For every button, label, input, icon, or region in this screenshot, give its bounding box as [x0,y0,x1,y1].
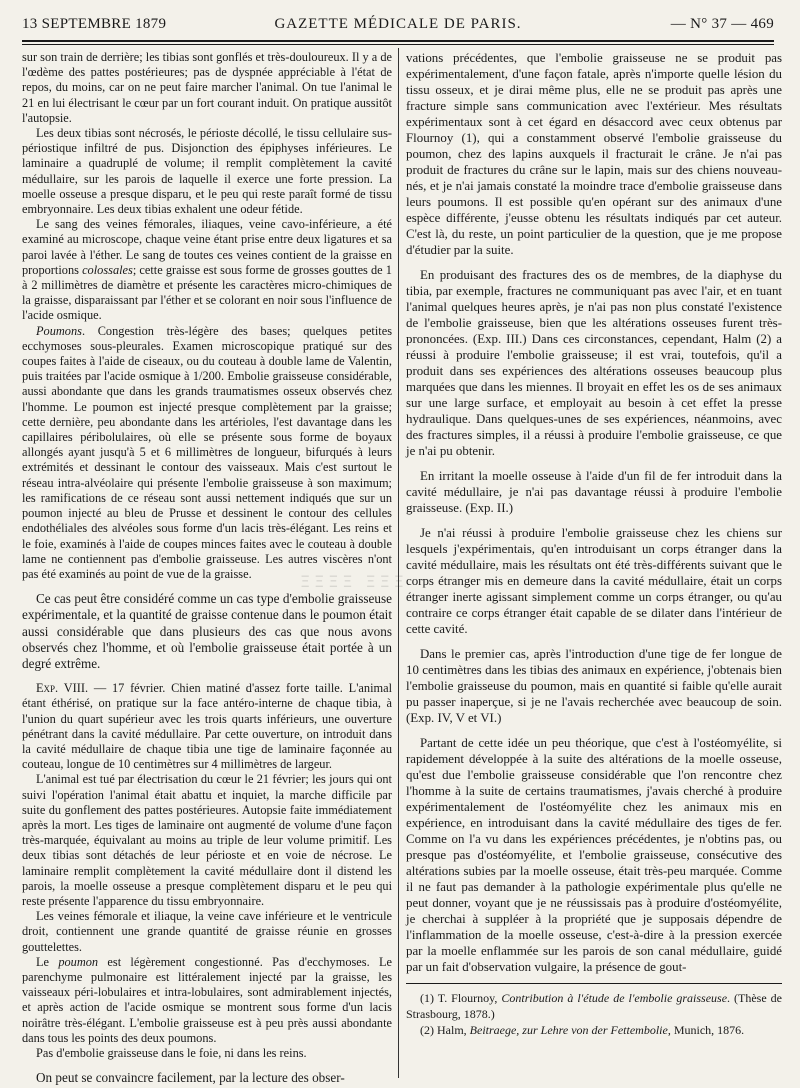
paragraph: L'animal est tué par électrisation du cœur le 21 février; les jours qui ont suivi l'opération l'animal était abattu et inquiet, la marche difficile par suite du gonflement des pattes postérieures. Autopsie faite immédiatement après la mort. Les tiges de laminaire ont augmenté de volume d'une façon très-marquée, équivalant au moins au triple de leur volume primitif. Les deux tibias sont détachés de leur périoste et en voie de nécrose. Le laminaire remplit complètement la cavité médullaire dont il distend les parois, la moelle osseuse a presque complètement disparu et le peu qui reste présente l'apparence du tissu embryonnaire. [22,772,392,908]
running-header [22,14,774,38]
left-column [22,50,392,1086]
paragraph: sur son train de derrière; les tibias sont gonflés et très-douloureux. Il y a de l'œdème des pattes postérieures; pas de dyspnée appréciable à l'état de repos, du moins, car on ne peut faire marcher l'animal. On tue l'animal le 21 en lui électrisant le cœur par un fort courant induit. On pratique aussitôt l'autopsie. [22,50,392,125]
header-rule-thick [22,40,774,42]
paragraph: Je n'ai réussi à produire l'embolie graisseuse chez les chiens sur lesquels j'expérimentais, qu'en introduisant un corps étranger dans la cavité médullaire, mais les résultats ont été très-différents suivant que le corps étranger mis en demeure dans la cavité médullaire, était un corps étranger inerte agissant simplement comme un corps étranger, ou qu'au contraire ce corps étranger était capable de se dilater dans l'intérieur de cette cavité. [406,526,782,636]
paragraph-poumons: Poumons. Congestion très-légère des bases; quelques petites ecchymoses sous-pleurales. Examen microscopique pratiqué sur des coupes faites à l'aide de ciseaux, ou du couteau à double lame de Valentin, puis traitées par l'acide osmique à 1/200. Embolie graisseuse considérable, aussi abondante que dans les grands traumatismes osseux observés chez l'homme. Le poumon est injecté presque complètement par la graisse; cette dernière, peu abondante dans les artérioles, l'est davantage dans les capillaires péribolulaires, où elle se présente sous forme de boyaux allongés ayant jusqu'à 5 et 6 millimètres de longueur, bifurqués à leurs extrémités et dessinant le contour des vaisseaux. Mais c'est surtout le réseau intra-alvéolaire qui présente l'embolie graisseuse à son maximum; les ramifications de ce réseau sont aussi nettement indiqués que sur un poumon injecté au bleu de Prusse et dessinent le contour des cellules endothéliales des alvéoles sous forme d'un lacis très-élégant. Les reins et le foie, examinés à l'aide de coupes minces faites avec le couteau à double lame ne contiennent pas d'embolie graisseuse. Les autres viscères n'ont pas été examinés au point de vue de la graisse. [22,323,392,581]
footnote-1: (1) T. Flournoy, Contribution à l'étude de l'embolie graisseuse. (Thèse de Strasbourg, 1878.) [406,991,782,1021]
paragraph: Le poumon est légèrement congestionné. Pas d'ecchymoses. Le parenchyme pulmonaire est littéralement injecté par la graisse, les vaisseaux péri-lobulaires et intra-lobulaires, sont admirablement injectés, et après action de l'acide osmique se montrent sous forme d'un lacis noirâtre très-élégant. L'embolie graisseuse est à peu près aussi abondante dans tous les points des deux poumons. [22,954,392,1045]
journal-title: GAZETTE MÉDICALE DE PARIS. [274,16,522,32]
bleed-through-watermark: ΞΞΞΞ ΞΞΞ [300,572,408,591]
experiment-label: Exp. VIII. [36,681,89,696]
issue-date: 13 SEPTEMBRE 1879 [22,16,167,32]
paragraph: Pas d'embolie graisseuse dans le foie, ni dans les reins. [36,1046,307,1060]
paragraph: En irritant la moelle osseuse à l'aide d'un fil de fer introduit dans la cavité médullaire, je n'ai pas davantage réussi à produire l'embolie graisseuse. (Exp. II.) [406,469,782,515]
issue-page-number: — N° 37 — 469 [670,16,774,32]
paragraph: Le sang des veines fémorales, iliaques, veine cavo-inférieure, a été examiné au microscope, chaque veine étant prise entre deux ligatures et sa paroi lavée à l'éther. Le sang de toutes ces veines contient de la graisse en proportions colossales; cette graisse est sous forme de grosses gouttes de 1 à 2 millimètres de diamètre et présente les caractères micro-chimiques de la graisse, disparaissant par l'éther et se colorant en noir sous l'influence de l'acide osmique. [22,217,392,323]
footnote-rule [406,983,782,984]
header-rule-thin [22,44,774,45]
paragraph: Les veines fémorale et iliaque, la veine cave inférieure et le ventricule droit, contiennent une grande quantité de graisse réunie en grosses gouttelettes. [22,909,392,954]
paragraph: vations précédentes, que l'embolie graisseuse ne se produit pas expérimentalement, d'une façon fatale, après n'importe quelle lésion du tissu osseux, et je dirai même plus, elle ne se produit pas après une fracture simple sans communication avec l'extérieur. Mes résultats expérimentaux sont à cet égard en désaccord avec ceux obtenus par Flournoy (1), qui a constamment observé l'embolie graisseuse du poumon, chez des lapins auxquels il fracturait le crâne. Je n'ai pas produit de fractures du crâne sur le lapin, mais sur des chiens nouveau-nés, et je n'ai jamais constaté la moindre trace d'embolie graisseuse dans leurs poumons. Il est possible qu'en opérant sur des animaux d'une espèce différente, j'eusse obtenu les résultats indiqués par cet auteur. C'est là, du reste, un point particulier de la question, que je me propose d'étudier par la suite. [406,51,782,257]
paragraph: Les deux tibias sont nécrosés, le périoste décollé, le tissu cellulaire sus-périostique infiltré de pus. Disjonction des épiphyses inférieures. Le laminaire a quadruplé de volume; il remplit complètement la cavité médullaire, sur les parois de laquelle il exerce une forte pression. La moelle osseuse a presque disparu, et le peu qui reste paraît formé de tissu embryonnaire. Les deux tibias exhalent une odeur fétide. [22,126,392,217]
paragraph: Dans le premier cas, après l'introduction d'une tige de fer longue de 10 centimètres dans les tibias des animaux en expérience, j'obtenais bien l'embolie graisseuse du poumon, mais en quantité si faible qu'elle aurait pu passer inaperçue, si je ne l'avais recherchée avec beaucoup de soin. (Exp. IV, V et VI.) [406,647,782,725]
paragraph-conclusion: Ce cas peut être considéré comme un cas type d'embolie graisseuse expérimentale, et la quantité de graisse contenue dans le poumon était aussi considérable que dans plusieurs des cas que nous avons observés chez l'homme, et où l'embolie graisseuse était portée à un degré extrême. [22,591,392,671]
paragraph: En produisant des fractures des os de membres, de la diaphyse du tibia, par exemple, fractures ne communiquant pas avec l'air, et en tuant l'animal quelques heures après, je n'ai pas non plus constaté l'existence de l'embolie graisseuse, bien que les altérations osseuses furent très-prononcées. (Exp. III.) Dans ces circonstances, cependant, Halm (2) a réussi à produire l'embolie graisseuse; il est vrai, toutefois, qu'il a produit dans ses expériences des altérations osseuses beaucoup plus marquées que dans les miennes. Il broyait en effet les os de ses animaux sur une large surface, et employait au besoin à cet effet la presse hydraulique. Dans quelques-unes de ses expériences, néanmoins, avec des fractures simples, il a réussi à produire l'embolie graisseuse, ce que je n'ai pu obtenir. [406,268,782,458]
column-divider [398,48,399,1078]
paragraph: Partant de cette idée un peu théorique, que c'est à l'ostéomyélite, si rapidement développée à la suite des altérations de la moelle osseuse, qu'est due l'embolie graisseuse considérable que l'on rencontre chez l'homme à la suite de certains traumatismes, j'avais cherché à produire expérimentalement de l'ostéomyélite chez les animaux mis en expérience, en introduisant dans la cavité médullaire des tiges de fer. Comme on l'a vu dans les expériences précédentes, je n'obtins pas, ou presque pas d'ostéomyélite, et l'embolie graisseuse, consécutive des altérations subies par la moelle osseuse, était très-peu marquée. Comme il ne faut pas demander à la pathologie expérimentale plus qu'elle ne peut donner, voyant que je ne réussissais pas à produire d'ostéomyélite, je cherchai à suppléer à la propriété que je supposais dépendre de l'inflammation de la moelle osseuse, c'est-à-dire à la pression exercée par la moelle enflammée sur les parois de son canal médullaire, guidé par un fait d'observation vulgaire, la présence de gout- [406,736,782,974]
right-column [406,50,782,1038]
paragraph-continues: On peut se convaincre facilement, par la lecture des obser- [36,1070,345,1086]
footnote-2: (2) Halm, Beitraege, zur Lehre von der Fettembolie, Munich, 1876. [420,1023,745,1037]
paragraph-experiment-8: Exp. VIII. — 17 février. Chien matiné d'assez forte taille. L'animal étant éthérisé, on pratique sur la face antéro-interne de chaque tibia, à l'union du quart supérieur avec les trois quarts inférieurs, une ouverture pénétrant dans la cavité médullaire. Par cette ouverture, on introduit dans la cavité médullaire de chaque tibia une tige de laminaire façonnée au couteau, longue de 10 centimètres sur 4 millimètres de largeur. [22,681,393,772]
